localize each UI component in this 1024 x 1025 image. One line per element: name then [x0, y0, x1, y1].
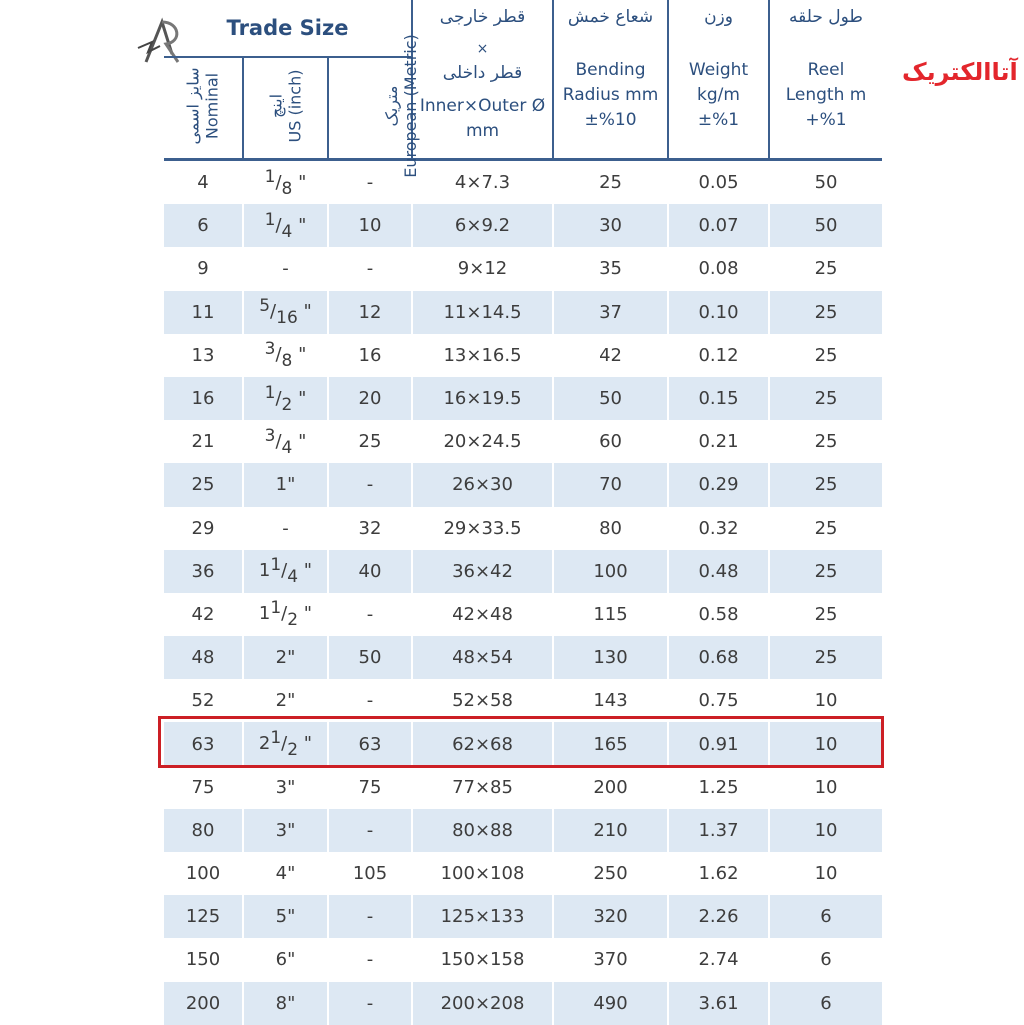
- us-inch-cell: $^3/_8$ ": [243, 334, 328, 377]
- metric-cell: -: [328, 247, 412, 290]
- dimensions-cell: 26×30: [412, 463, 553, 506]
- dimensions-cell: 150×158: [412, 938, 553, 981]
- reel-length-cell: 25: [769, 291, 882, 334]
- weight-cell: 1.37: [668, 809, 769, 852]
- bending-radius-cell: 143: [553, 679, 668, 722]
- nominal-cell: 6: [164, 204, 243, 247]
- reel-length-cell: 25: [814, 517, 838, 539]
- reel-en-1: Reel: [807, 60, 845, 80]
- weight-cell: 0.29: [668, 463, 769, 506]
- reel-length-cell: 6: [820, 949, 832, 971]
- us-inch-cell: 2": [243, 636, 328, 679]
- weight-cell: 3.61: [668, 982, 769, 1025]
- bending-en-2: Radius mm: [562, 85, 659, 105]
- weight-header: [668, 0, 769, 160]
- weight-tolerance: ±%1: [697, 110, 740, 130]
- bending-radius-cell: 490: [553, 982, 668, 1025]
- bending-radius-cell: 30: [553, 204, 668, 247]
- weight-cell: 0.68: [668, 636, 769, 679]
- dimensions-cell: 48×54: [412, 636, 553, 679]
- bending-radius-cell: 70: [553, 463, 668, 506]
- metric-cell: 16: [328, 334, 412, 377]
- table-row: [164, 593, 882, 636]
- bending-radius-cell: 35: [553, 247, 668, 290]
- us-inch-cell: 3": [243, 766, 328, 809]
- reel-length-cell: 50: [769, 204, 882, 247]
- brand-name: آتاالکتریک: [902, 58, 1018, 86]
- metric-cell: 75: [328, 766, 412, 809]
- bending-radius-cell: 60: [553, 420, 668, 463]
- metric-cell: 10: [328, 204, 412, 247]
- weight-cell: 2.74: [668, 938, 769, 981]
- bending-radius-cell: 115: [553, 593, 668, 636]
- metric-cell: -: [328, 982, 412, 1025]
- bending-radius-cell: 320: [553, 895, 668, 938]
- us-inch-cell: 3": [243, 809, 328, 852]
- nominal-cell: 150: [164, 938, 243, 981]
- us-inch-cell: 2": [243, 679, 328, 722]
- reel-length-cell: 10: [814, 863, 838, 885]
- reel-length-cell: 25: [769, 463, 882, 506]
- dimensions-cell: 100×108: [412, 852, 553, 895]
- dimensions-cell: 77×85: [412, 766, 553, 809]
- bending-radius-cell: 250: [553, 852, 668, 895]
- metric-cell: -: [328, 463, 412, 506]
- table-row: [164, 334, 882, 377]
- us-inch-cell: $1^1/_4$ ": [243, 550, 328, 593]
- table-row: [164, 852, 882, 895]
- metric-cell: 40: [328, 550, 412, 593]
- dimensions-cell: 11×14.5: [412, 291, 553, 334]
- table-row: [164, 766, 882, 809]
- dimensions-cell: 4×7.3: [412, 160, 553, 205]
- us-inch-cell: -: [243, 507, 328, 550]
- weight-unit: kg/m: [697, 85, 740, 105]
- nominal-cell: 11: [164, 291, 243, 334]
- table-row: [164, 982, 882, 1025]
- us-inch-cell: $1^1/_2$ ": [243, 593, 328, 636]
- bending-en-1: Bending: [575, 60, 646, 80]
- nominal-cell: 125: [164, 895, 243, 938]
- table-row: [164, 809, 882, 852]
- diameter-outer-fa: قطر خارجی: [439, 7, 526, 27]
- table-row: [164, 291, 882, 334]
- us-inch-cell: $^5/_{16}$ ": [243, 291, 328, 334]
- metric-cell: -: [328, 895, 412, 938]
- diameter-unit: mm: [465, 121, 500, 141]
- reel-length-cell: 25: [814, 603, 838, 625]
- reel-length-cell: 25: [814, 258, 838, 280]
- dimensions-cell: 13×16.5: [412, 334, 553, 377]
- us-fa: اینچ: [266, 93, 286, 119]
- metric-cell: 12: [328, 291, 412, 334]
- us-inch-cell: $^1/_8$ ": [243, 160, 328, 205]
- nominal-cell: 25: [164, 463, 243, 506]
- table-row: [164, 895, 882, 938]
- metric-cell: 63: [328, 722, 412, 765]
- us-inch-cell: $^3/_4$ ": [243, 420, 328, 463]
- dimensions-cell: 200×208: [412, 982, 553, 1025]
- nominal-cell: 21: [164, 420, 243, 463]
- table-row: [164, 938, 882, 981]
- reel-length-cell: 10: [814, 690, 838, 712]
- us-inch-cell: 8": [243, 982, 328, 1025]
- us-inch-cell: 6": [243, 938, 328, 981]
- bending-radius-cell: 130: [553, 636, 668, 679]
- weight-cell: 0.21: [668, 420, 769, 463]
- nominal-header: [164, 57, 243, 160]
- weight-cell: 2.26: [668, 895, 769, 938]
- weight-cell: 0.48: [668, 550, 769, 593]
- dimensions-cell: 42×48: [412, 593, 553, 636]
- metric-cell: 20: [328, 377, 412, 420]
- reel-tolerance: +%1: [805, 110, 847, 130]
- table-row: [164, 636, 882, 679]
- table-row: [164, 247, 882, 290]
- reel-length-cell: 25: [769, 377, 882, 420]
- reel-length-cell: 25: [814, 344, 838, 366]
- bending-header: [553, 0, 668, 160]
- us-inch-cell: $2^1/_2$ ": [243, 722, 328, 765]
- reel-length-cell: 10: [814, 776, 838, 798]
- table-row: [164, 463, 882, 506]
- bending-radius-cell: 42: [553, 334, 668, 377]
- dimensions-cell: 62×68: [412, 722, 553, 765]
- weight-cell: 1.62: [668, 852, 769, 895]
- weight-cell: 0.07: [668, 204, 769, 247]
- bending-radius-cell: 370: [553, 938, 668, 981]
- nominal-cell: 200: [164, 982, 243, 1025]
- metric-cell: -: [328, 679, 412, 722]
- metric-cell: -: [328, 938, 412, 981]
- us-inch-cell: $^1/_2$ ": [243, 377, 328, 420]
- bending-radius-cell: 37: [553, 291, 668, 334]
- eu-fa: متریک: [381, 85, 401, 127]
- metric-cell: 32: [328, 507, 412, 550]
- reel-length-cell: 10: [769, 722, 882, 765]
- reel-length-cell: 6: [769, 982, 882, 1025]
- nominal-fa: سایز اسمی: [184, 67, 203, 145]
- dimensions-cell: 29×33.5: [412, 507, 553, 550]
- weight-cell: 0.58: [668, 593, 769, 636]
- us-inch-cell: $^1/_4$ ": [243, 204, 328, 247]
- dimensions-cell: 36×42: [412, 550, 553, 593]
- nominal-cell: 52: [164, 679, 243, 722]
- nominal-cell: 75: [164, 766, 243, 809]
- diameter-header: [412, 0, 553, 160]
- conduit-spec-table: [164, 0, 882, 1025]
- reel-length-cell: 25: [769, 550, 882, 593]
- dimensions-cell: 16×19.5: [412, 377, 553, 420]
- nominal-cell: 48: [164, 636, 243, 679]
- weight-cell: 0.15: [668, 377, 769, 420]
- nominal-cell: 13: [164, 334, 243, 377]
- dimensions-cell: 20×24.5: [412, 420, 553, 463]
- reel-length-cell: 25: [769, 636, 882, 679]
- nominal-cell: 100: [164, 852, 243, 895]
- nominal-cell: 4: [164, 160, 243, 205]
- metric-cell: 105: [328, 852, 412, 895]
- atta-electric-logo: [902, 50, 1018, 102]
- nominal-cell: 9: [164, 247, 243, 290]
- us-inch-cell: 5": [243, 895, 328, 938]
- table-row: [164, 420, 882, 463]
- us-inch-header: [243, 57, 328, 160]
- spec-table-body: [164, 160, 882, 1025]
- weight-cell: 0.91: [668, 722, 769, 765]
- weight-cell: 1.25: [668, 766, 769, 809]
- eu-en: European (Metric): [400, 34, 420, 178]
- spec-table-container: [164, 0, 882, 1025]
- weight-cell: 0.08: [668, 247, 769, 290]
- table-row: [164, 507, 882, 550]
- diameter-inner-fa: قطر داخلی: [442, 63, 523, 83]
- us-inch-cell: 1": [243, 463, 328, 506]
- metric-cell: -: [328, 160, 412, 205]
- bending-radius-cell: 165: [553, 722, 668, 765]
- metric-cell: -: [328, 809, 412, 852]
- weight-cell: 0.75: [668, 679, 769, 722]
- dimensions-cell: 125×133: [412, 895, 553, 938]
- table-row: [164, 550, 882, 593]
- reel-length-cell: 25: [814, 431, 838, 453]
- nominal-cell: 63: [164, 722, 243, 765]
- reel-fa: طول حلقه: [789, 7, 863, 27]
- reel-length-cell: 50: [814, 172, 838, 194]
- us-inch-cell: 4": [243, 852, 328, 895]
- table-row: [164, 160, 882, 205]
- metric-cell: 25: [328, 420, 412, 463]
- highlight-row-box: [158, 716, 884, 768]
- reel-unit: Length m: [785, 85, 867, 105]
- trade-size-header: Trade Size: [164, 0, 412, 57]
- reel-header: [769, 0, 882, 160]
- nominal-cell: 42: [164, 593, 243, 636]
- bending-fa: شعاع خمش: [567, 7, 654, 27]
- dimensions-cell: 52×58: [412, 679, 553, 722]
- nominal-cell: 36: [164, 550, 243, 593]
- reel-length-cell: 6: [769, 895, 882, 938]
- dimensions-cell: 6×9.2: [412, 204, 553, 247]
- diameter-en-label: Inner×Outer Ø: [419, 96, 546, 116]
- nominal-cell: 80: [164, 809, 243, 852]
- bending-radius-cell: 25: [553, 160, 668, 205]
- weight-cell: 0.12: [668, 334, 769, 377]
- weight-fa: وزن: [704, 7, 733, 27]
- bending-radius-cell: 80: [553, 507, 668, 550]
- weight-cell: 0.10: [668, 291, 769, 334]
- dimensions-cell: 9×12: [412, 247, 553, 290]
- diameter-times: ×: [476, 41, 489, 57]
- bending-radius-cell: 210: [553, 809, 668, 852]
- weight-cell: 0.05: [668, 160, 769, 205]
- weight-cell: 0.32: [668, 507, 769, 550]
- metric-cell: 50: [328, 636, 412, 679]
- metric-cell: -: [328, 593, 412, 636]
- nominal-cell: 16: [164, 377, 243, 420]
- table-row: [164, 204, 882, 247]
- bending-tolerance: ±%10: [584, 110, 637, 130]
- bending-radius-cell: 50: [553, 377, 668, 420]
- european-metric-header: [328, 34, 420, 178]
- bending-radius-cell: 100: [553, 550, 668, 593]
- table-row: [164, 377, 882, 420]
- nominal-en: Nominal: [203, 72, 222, 140]
- nominal-cell: 29: [164, 507, 243, 550]
- bending-radius-cell: 200: [553, 766, 668, 809]
- us-inch-cell: -: [243, 247, 328, 290]
- us-en: US (inch): [285, 69, 305, 143]
- weight-en-1: Weight: [688, 60, 749, 80]
- dimensions-cell: 80×88: [412, 809, 553, 852]
- reel-length-cell: 10: [769, 809, 882, 852]
